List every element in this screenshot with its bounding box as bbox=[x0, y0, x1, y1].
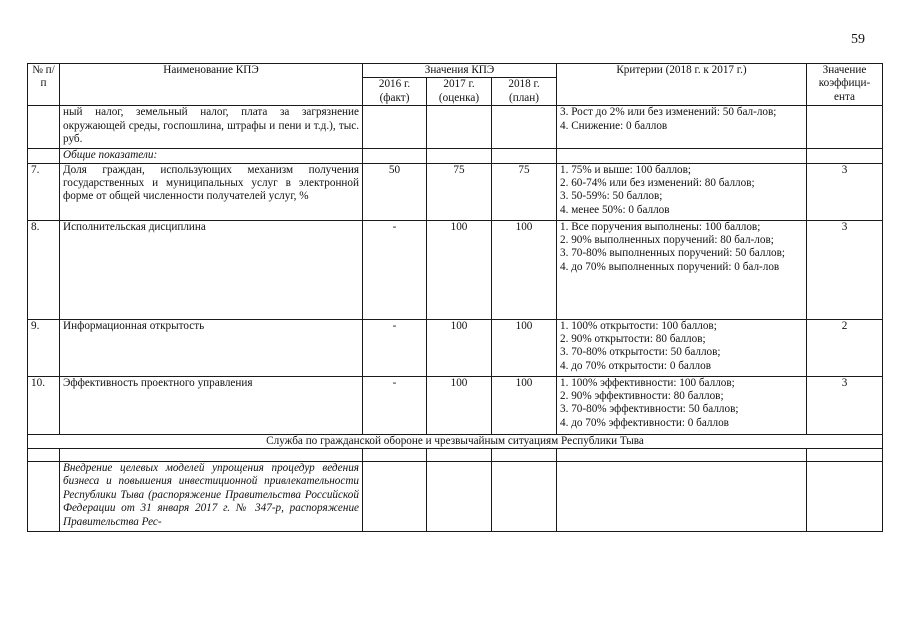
cell-name: Информационная открытость bbox=[60, 319, 363, 376]
cell-num: 9. bbox=[28, 319, 60, 376]
cell-name: ный налог, земельный налог, плата за загрязнение окружающей среды, госпошлина, штрафы и пени и т.д.), тыс. руб. bbox=[60, 106, 363, 149]
section-title: Служба по гражданской обороне и чрезвычайным ситуациям Республики Тыва bbox=[28, 434, 883, 448]
table-row bbox=[28, 319, 883, 376]
cell-coef bbox=[807, 462, 883, 532]
table-row-last bbox=[28, 462, 883, 532]
cell-coef: 3 bbox=[807, 376, 883, 434]
cell-name: Внедрение целевых моделей упрощения процедур ведения бизнеса и повышения инвестиционной привлекательности Республики Тыва (распоряжение Правительства Российской Федерации от 31 января 2017 г. № 347-р, распоряжение Правительства Рес- bbox=[60, 462, 363, 532]
table-row-continuation bbox=[28, 106, 883, 149]
table-row-general bbox=[28, 149, 883, 163]
cell-criteria bbox=[557, 220, 807, 319]
cell-2017 bbox=[427, 462, 492, 532]
cell-2017 bbox=[427, 149, 492, 163]
cell-2016: - bbox=[363, 220, 427, 319]
criteria-line: 3. 50-59%: 50 баллов; bbox=[560, 190, 663, 203]
cell-criteria bbox=[557, 319, 807, 376]
cell-criteria bbox=[557, 462, 807, 532]
kpe-table bbox=[27, 63, 883, 532]
table-row bbox=[28, 163, 883, 220]
cell-2016 bbox=[363, 106, 427, 149]
criteria-line: 1. Все поручения выполнены: 100 баллов; bbox=[560, 220, 761, 233]
cell-2016: 50 bbox=[363, 163, 427, 220]
criteria-line: 1. 100% открытости: 100 баллов; bbox=[560, 319, 717, 332]
criteria-line: 4. до 70% открытости: 0 баллов bbox=[560, 359, 712, 372]
general-label: Общие показатели: bbox=[60, 149, 363, 163]
header-criteria: Критерии (2018 г. к 2017 г.) bbox=[557, 64, 807, 106]
criteria-line: 2. 90% выполненных поручений: 80 бал-лов; bbox=[560, 234, 774, 247]
criteria-line: 2. 90% открытости: 80 баллов; bbox=[560, 333, 706, 346]
header-num: № п/п bbox=[28, 64, 60, 106]
criteria-line: 4. до 70% эффективности: 0 баллов bbox=[560, 416, 729, 429]
cell-2017: 100 bbox=[427, 376, 492, 434]
table-row bbox=[28, 376, 883, 434]
cell-coef: 3 bbox=[807, 163, 883, 220]
header-2018: 2018 г. (план) bbox=[492, 78, 557, 106]
cell-num bbox=[28, 462, 60, 532]
cell-coef: 2 bbox=[807, 319, 883, 376]
cell-criteria bbox=[557, 449, 807, 462]
cell-2016 bbox=[363, 149, 427, 163]
criteria-line: 2. 60-74% или без изменений: 80 баллов; bbox=[560, 177, 755, 190]
cell-criteria bbox=[557, 149, 807, 163]
criteria-line: 3. 70-80% открытости: 50 баллов; bbox=[560, 346, 721, 359]
header-2016: 2016 г. (факт) bbox=[363, 78, 427, 106]
cell-num: 8. bbox=[28, 220, 60, 319]
cell-criteria bbox=[557, 106, 807, 149]
cell-num bbox=[28, 149, 60, 163]
table-row bbox=[28, 220, 883, 319]
cell-2018 bbox=[492, 106, 557, 149]
cell-coef bbox=[807, 149, 883, 163]
criteria-line: 3. Рост до 2% или без изменений: 50 бал-лов; bbox=[560, 106, 777, 119]
criteria-line: 1. 100% эффективности: 100 баллов; bbox=[560, 376, 735, 389]
section-row bbox=[28, 434, 883, 448]
cell-2016: - bbox=[363, 376, 427, 434]
table-row-empty bbox=[28, 449, 883, 462]
cell-name: Эффективность проектного управления bbox=[60, 376, 363, 434]
cell-2017 bbox=[427, 449, 492, 462]
cell-2018 bbox=[492, 462, 557, 532]
cell-num bbox=[28, 449, 60, 462]
cell-2018: 75 bbox=[492, 163, 557, 220]
criteria-line: 1. 75% и выше: 100 баллов; bbox=[560, 163, 692, 176]
cell-2017 bbox=[427, 106, 492, 149]
cell-coef: 3 bbox=[807, 220, 883, 319]
cell-name: Исполнительская дисциплина bbox=[60, 220, 363, 319]
cell-name bbox=[60, 449, 363, 462]
cell-2018: 100 bbox=[492, 319, 557, 376]
cell-2018: 100 bbox=[492, 220, 557, 319]
cell-criteria bbox=[557, 163, 807, 220]
cell-coef bbox=[807, 449, 883, 462]
cell-2016 bbox=[363, 462, 427, 532]
cell-num: 10. bbox=[28, 376, 60, 434]
cell-num bbox=[28, 106, 60, 149]
header-row bbox=[28, 64, 883, 78]
header-name: Наименование КПЭ bbox=[60, 64, 363, 106]
cell-2018 bbox=[492, 149, 557, 163]
criteria-line: 4. менее 50%: 0 баллов bbox=[560, 203, 670, 216]
cell-2018: 100 bbox=[492, 376, 557, 434]
cell-2016: - bbox=[363, 319, 427, 376]
cell-2018 bbox=[492, 449, 557, 462]
header-coef: Значение коэффици-ента bbox=[807, 64, 883, 106]
cell-2017: 75 bbox=[427, 163, 492, 220]
cell-name: Доля граждан, использующих механизм получения государственных и муниципальных услуг в электронной форме от общей численности получателей услуг, % bbox=[60, 163, 363, 220]
cell-2017: 100 bbox=[427, 220, 492, 319]
cell-2017: 100 bbox=[427, 319, 492, 376]
criteria-line: 2. 90% эффективности: 80 баллов; bbox=[560, 390, 724, 403]
criteria-line: 3. 70-80% выполненных поручений: 50 баллов; bbox=[560, 247, 786, 260]
header-values-group: Значения КПЭ bbox=[363, 64, 557, 78]
cell-2016 bbox=[363, 449, 427, 462]
criteria-line: 4. Снижение: 0 баллов bbox=[560, 119, 668, 132]
cell-coef bbox=[807, 106, 883, 149]
page-number: 59 bbox=[851, 32, 865, 47]
cell-criteria bbox=[557, 376, 807, 434]
header-2017: 2017 г. (оценка) bbox=[427, 78, 492, 106]
criteria-line: 3. 70-80% эффективности: 50 баллов; bbox=[560, 403, 739, 416]
cell-num: 7. bbox=[28, 163, 60, 220]
criteria-line: 4. до 70% выполненных поручений: 0 бал-лов bbox=[560, 260, 780, 273]
